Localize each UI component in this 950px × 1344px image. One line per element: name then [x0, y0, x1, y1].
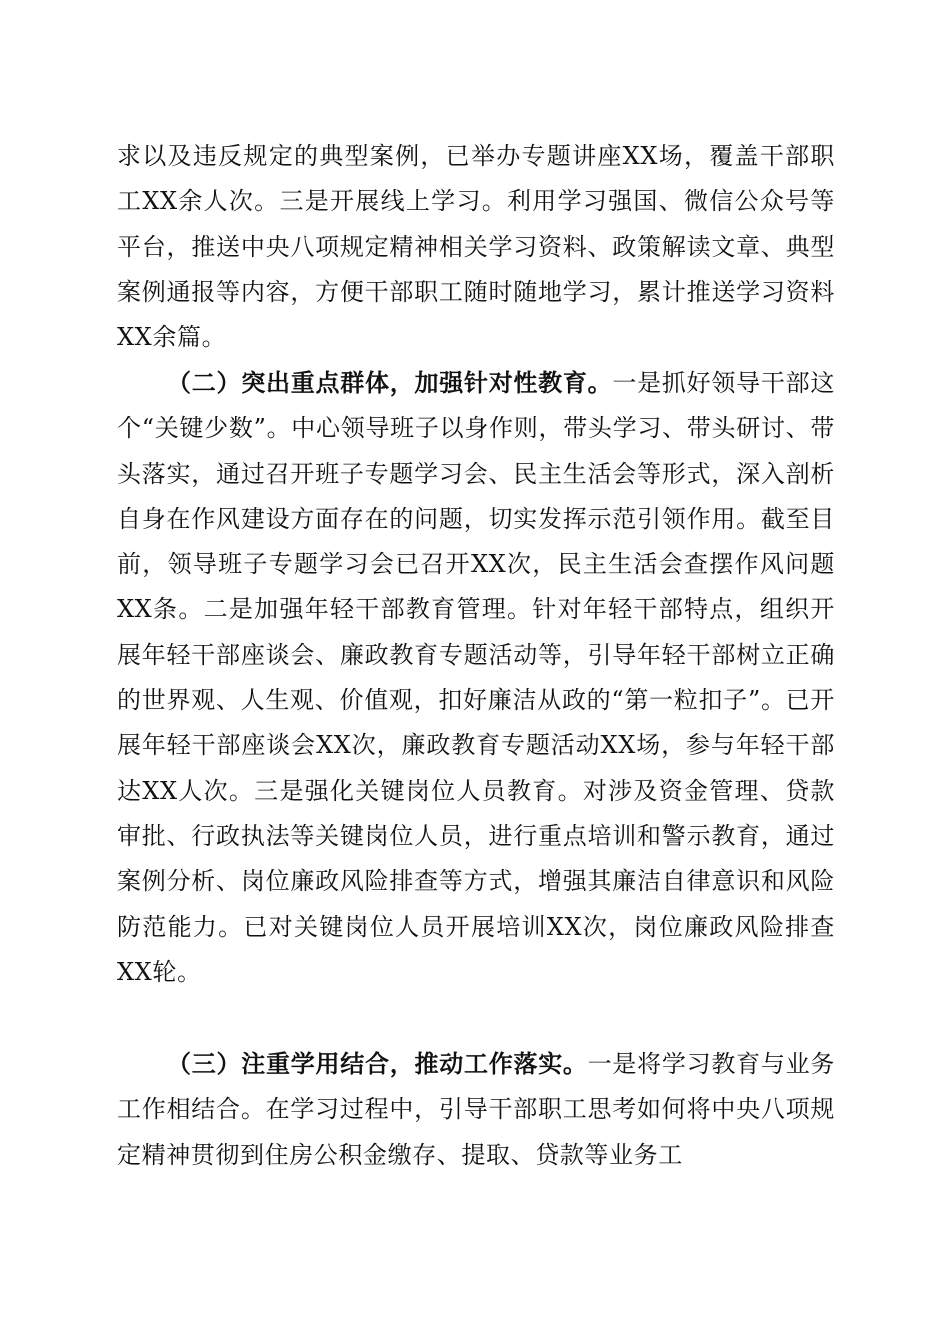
- paragraph-3-text: 一是将学习教育与业务工作相结合。在学习过程中，引导干部职工思考如何将中央八项规定精神贯彻到住房公积金缴存、提取、贷款等业务工: [117, 1050, 836, 1169]
- paragraph-2: [117, 360, 835, 995]
- paragraph-1: [117, 134, 835, 360]
- paragraph-2-text: 一是抓好领导干部这个“关键少数”。中心领导班子以身作则，带头学习、带头研讨、带头落实，通过召开班子专题学习会、民主生活会等形式，深入剖析自身在作风建设方面存在的问题，切实发挥示范引领作用。截至目前，领导班子专题学习会已召开XX次，民主生活会查摆作风问题XX条。二是加强年轻干部教育管理。针对年轻干部特点，组织开展年轻干部座谈会、廉政教育专题活动等，引导年轻干部树立正确的世界观、人生观、价值观，扣好廉洁从政的“第一粒扣子”。已开展年轻干部座谈会XX次，廉政教育专题活动XX场，参与年轻干部达XX人次。三是强化关键岗位人员教育。对涉及资金管理、贷款审批、行政执法等关键岗位人员，进行重点培训和警示教育，通过案例分析、岗位廉政风险排查等方式，增强其廉洁自律意识和风险防范能力。已对关键岗位人员开展培训XX次，岗位廉政风险排查XX轮。: [117, 369, 835, 986]
- body-text: [117, 134, 835, 360]
- section-two: [117, 360, 835, 995]
- section-three-heading: （三）注重学用结合，推动工作落实。: [167, 1049, 588, 1078]
- section-three: [117, 1041, 835, 1178]
- section-two-heading: （二）突出重点群体，加强针对性教育。: [167, 368, 613, 397]
- paragraph-1-text: 求以及违反规定的典型案例，已举办专题讲座XX场，覆盖干部职工XX余人次。三是开展线上学习。利用学习强国、微信公众号等平台，推送中央八项规定精神相关学习资料、政策解读文章、典型案例通报等内容，方便干部职工随时随地学习，累计推送学习资料XX余篇。: [117, 142, 835, 352]
- paragraph-3: [117, 1041, 835, 1178]
